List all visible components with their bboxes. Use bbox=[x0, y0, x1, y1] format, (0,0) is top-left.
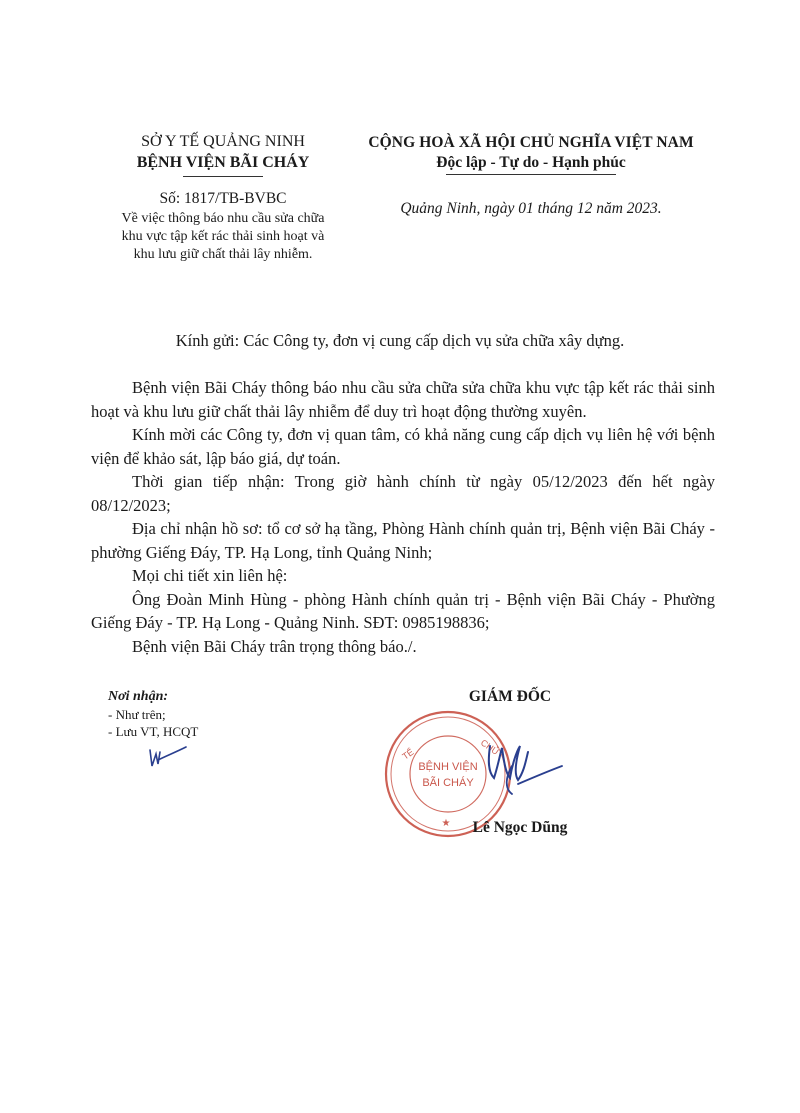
document-number: Số: 1817/TB-BVBC bbox=[159, 190, 287, 207]
seal-text-line2: BÃI CHÁY bbox=[422, 777, 474, 789]
signature-title: GIÁM ĐỐC bbox=[468, 688, 552, 705]
organization-underline bbox=[183, 176, 263, 177]
header-right bbox=[352, 133, 710, 219]
place-and-date: Quảng Ninh, ngày 01 tháng 12 năm 2023. bbox=[400, 200, 662, 217]
organization-name: BỆNH VIỆN BÃI CHÁY bbox=[136, 154, 310, 171]
svg-text:★: ★ bbox=[441, 818, 451, 829]
signer-name: Lê Ngọc Dũng bbox=[472, 819, 568, 836]
body-paragraph: Mọi chi tiết xin liên hệ: bbox=[132, 566, 288, 585]
body-paragraph: Ông Đoàn Minh Hùng - phòng Hành chính quản trị - Bệnh viện Bãi Cháy - Phường Giếng Đáy - TP. Hạ Long - Quảng Ninh. SĐT: 0985198836; bbox=[91, 589, 715, 632]
seal-text-line1: BỆNH VIỆN bbox=[418, 761, 478, 773]
body-paragraph: Bệnh viện Bãi Cháy thông báo nhu cầu sửa chữa sửa chữa khu vực tập kết rác thải sinh hoạt và khu lưu giữ chất thải lây nhiễm để duy trì hoạt động thường xuyên. bbox=[91, 378, 715, 421]
national-motto: Độc lập - Tự do - Hạnh phúc bbox=[436, 154, 626, 171]
motto-underline bbox=[446, 174, 616, 175]
destination-item: - Như trên; bbox=[108, 707, 166, 722]
destination-title: Nơi nhận: bbox=[108, 689, 169, 704]
destination-item: - Lưu VT, HCQT bbox=[108, 724, 199, 739]
svg-text:CHỦ: CHỦ bbox=[478, 737, 501, 757]
body-text bbox=[91, 376, 715, 658]
body-paragraph: Kính mời các Công ty, đơn vị quan tâm, có khả năng cung cấp dịch vụ liên hệ với bệnh viện để khảo sát, lập báo giá, dự toán. bbox=[91, 425, 715, 468]
body-paragraph: Địa chỉ nhận hồ sơ: tổ cơ sở hạ tầng, Phòng Hành chính quản trị, Bệnh viện Bãi Cháy - phường Giếng Đáy, TP. Hạ Long, tỉnh Quảng Ninh; bbox=[91, 519, 715, 562]
recipient-line: Kính gửi: Các Công ty, đơn vị cung cấp dịch vụ sửa chữa xây dựng. bbox=[175, 331, 625, 350]
header-left bbox=[98, 132, 348, 264]
svg-text:TẾ: TẾ bbox=[400, 746, 416, 762]
body-paragraph: Bệnh viện Bãi Cháy trân trọng thông báo./. bbox=[132, 636, 417, 656]
parent-organization: SỞ Y TẾ QUẢNG NINH bbox=[141, 133, 305, 150]
handwritten-signature bbox=[476, 726, 566, 806]
national-title: CỘNG HOÀ XÃ HỘI CHỦ NGHĨA VIỆT NAM bbox=[368, 134, 694, 151]
document-subject: Về việc thông báo nhu cầu sửa chữa khu vực tập kết rác thải sinh hoạt và khu lưu giữ chất thải lây nhiễm. bbox=[121, 211, 325, 262]
initials-mark bbox=[146, 744, 188, 770]
body-paragraph: Thời gian tiếp nhận: Trong giờ hành chính từ ngày 05/12/2023 đến hết ngày 08/12/2023; bbox=[91, 472, 715, 515]
destination-block bbox=[108, 688, 308, 740]
